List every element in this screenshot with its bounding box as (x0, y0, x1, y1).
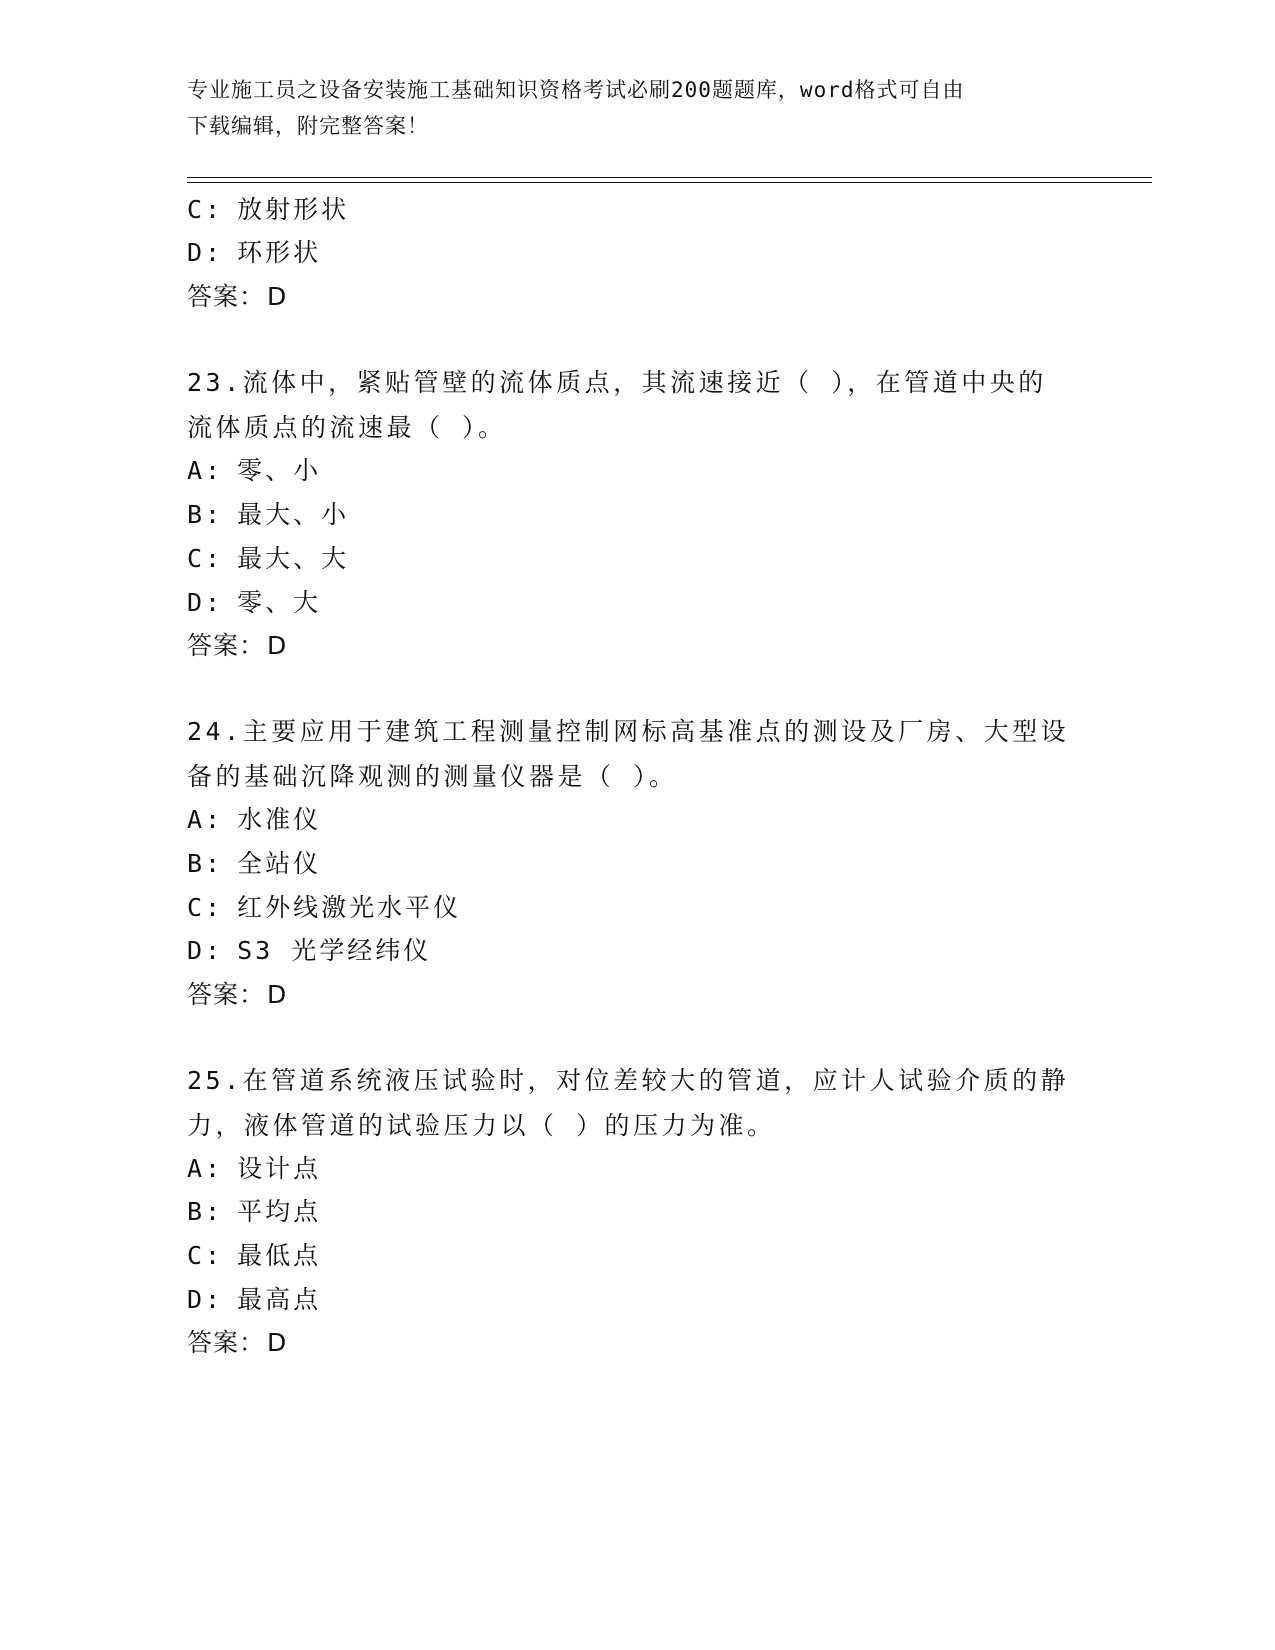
option-text: 最大、小 (237, 500, 350, 529)
option-key: D: (187, 588, 224, 617)
option-text: 最低点 (237, 1241, 322, 1270)
header-rule-top (187, 177, 1152, 178)
option-key: C: (187, 1241, 224, 1270)
option-key: D: (187, 1285, 224, 1314)
answer-value: D (267, 980, 288, 1009)
option-key: B: (187, 1197, 224, 1226)
header-rule-bottom (187, 182, 1152, 183)
option-d (187, 931, 431, 967)
option-d (187, 1280, 321, 1316)
option-c (187, 539, 349, 575)
option-a (187, 1149, 321, 1185)
option-text: 红外线激光水平仪 (237, 893, 462, 922)
option-text: 全站仪 (237, 849, 322, 878)
option-text: 环形状 (237, 238, 322, 267)
option-key: A: (187, 805, 224, 834)
answer (187, 975, 287, 1011)
option-text: 零、大 (237, 588, 322, 617)
option-a (187, 800, 321, 836)
option-key: A: (187, 456, 224, 485)
option-key: B: (187, 849, 224, 878)
option-key: C: (187, 544, 224, 573)
option-c (187, 1236, 321, 1272)
header-line-1: 专业施工员之设备安装施工基础知识资格考试必刷200题题库，word格式可自由 (187, 78, 965, 102)
option-key: C: (187, 893, 224, 922)
option-key: C: (187, 195, 224, 224)
answer-value: D (267, 282, 288, 311)
answer-label: 答案： (187, 282, 266, 311)
question-stem-line: 备的基础沉降观测的测量仪器是（ ）。 (187, 762, 678, 791)
option-d (187, 583, 321, 619)
option-text: 最高点 (237, 1285, 322, 1314)
question-stem-line: 力，液体管道的试验压力以（ ）的压力为准。 (187, 1111, 776, 1140)
option-text: 设计点 (237, 1154, 322, 1183)
answer (187, 1323, 287, 1359)
option-text: 放射形状 (237, 195, 350, 224)
option-c (187, 190, 349, 226)
answer-value: D (267, 631, 288, 660)
option-key: D: (187, 936, 224, 965)
answer-label: 答案： (187, 980, 266, 1009)
option-c (187, 888, 461, 924)
question-stem-25 (187, 1058, 1077, 1148)
question-stem-23 (187, 360, 1077, 450)
question-stem-line: 流体质点的流速最（ ）。 (187, 413, 507, 442)
header-line-2: 下载编辑，附完整答案！ (187, 114, 429, 138)
option-b (187, 1192, 321, 1228)
question-stem-line: 24.主要应用于建筑工程测量控制网标高基准点的测设及厂房、大型设 (187, 717, 1070, 746)
answer-label: 答案： (187, 631, 266, 660)
document-header (187, 72, 1067, 144)
answer (187, 626, 287, 662)
option-b (187, 495, 349, 531)
option-text: 最大、大 (237, 544, 350, 573)
question-stem-24 (187, 709, 1077, 799)
question-stem-line: 23.流体中，紧贴管壁的流体质点，其流速接近（ ），在管道中央的 (187, 368, 1047, 397)
option-text: 水准仪 (237, 805, 322, 834)
option-key: B: (187, 500, 224, 529)
option-a (187, 451, 321, 487)
answer-value: D (267, 1328, 288, 1357)
option-text: S3 光学经纬仪 (237, 936, 432, 965)
option-key: D: (187, 238, 224, 267)
answer-label: 答案： (187, 1328, 266, 1357)
option-d (187, 233, 321, 269)
answer (187, 277, 287, 313)
question-stem-line: 25.在管道系统液压试验时，对位差较大的管道，应计人试验介质的静 (187, 1066, 1070, 1095)
option-b (187, 844, 321, 880)
option-text: 零、小 (237, 456, 322, 485)
option-text: 平均点 (237, 1197, 322, 1226)
option-key: A: (187, 1154, 224, 1183)
